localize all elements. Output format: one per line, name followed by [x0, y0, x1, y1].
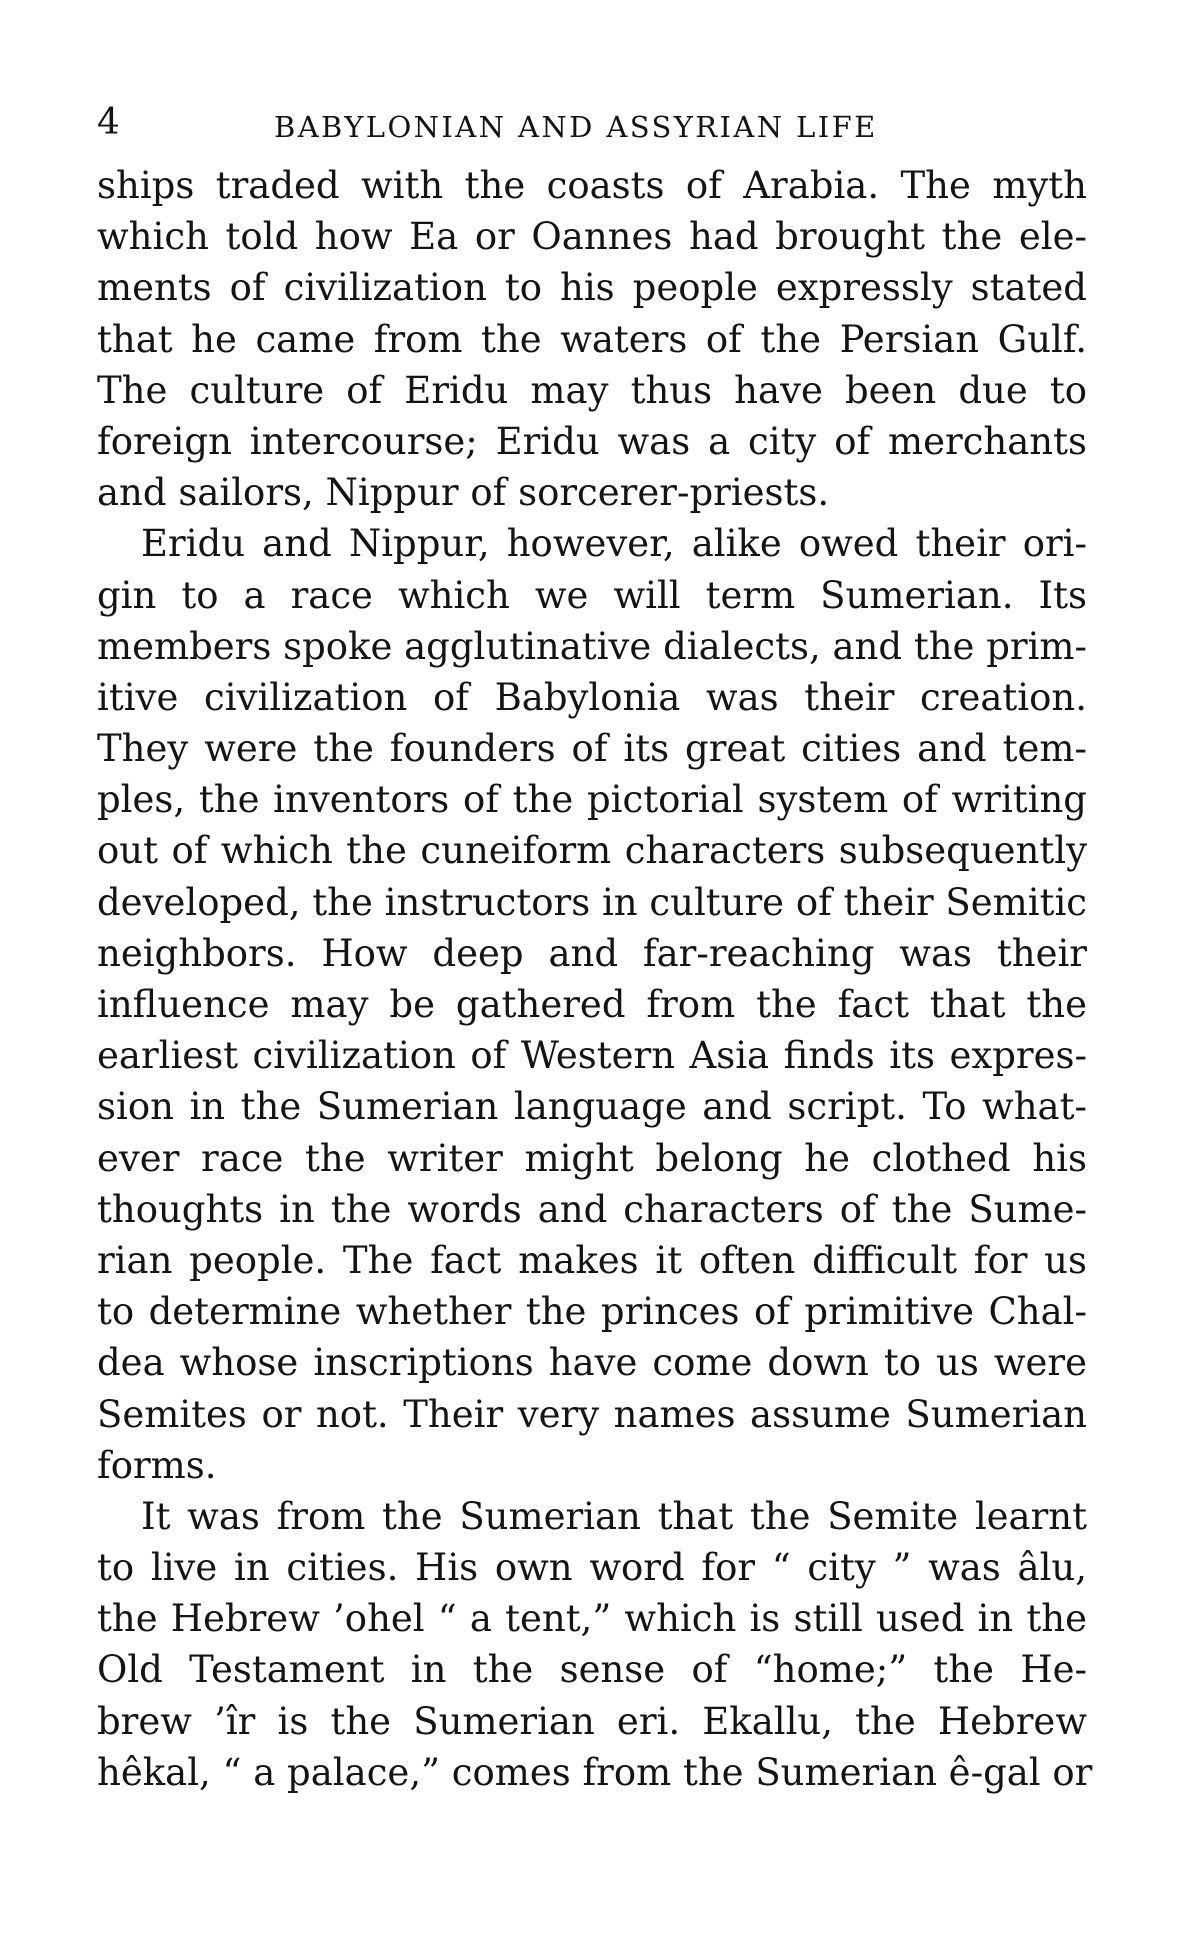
text-line: to determine whether the princes of primitive Chal-	[97, 1290, 1087, 1334]
text-line: influence may be gathered from the fact that the	[97, 983, 1087, 1026]
paragraph-3	[97, 1491, 1093, 1798]
text-line: brew ’îr is the Sumerian eri. Ekallu, the Hebrew	[97, 1699, 1087, 1743]
text-line: members spoke agglutinative dialects, and the prim-	[97, 624, 1087, 668]
paragraph-1	[97, 160, 1087, 518]
running-title: BABYLONIAN AND ASSYRIAN LIFE	[274, 110, 878, 144]
text-line: to live in cities. His own word for “ city ” was âlu,	[97, 1546, 1087, 1590]
text-line: ships traded with the coasts of Arabia. The myth	[97, 164, 1087, 207]
text-line: developed, the instructors in culture of their Semitic	[97, 880, 1088, 924]
text-line: sion in the Sumerian language and script. To what-	[97, 1085, 1087, 1129]
text-line: hêkal, “ a palace,” comes from the Sumerian ê-gal or	[97, 1750, 1093, 1794]
text-line: The culture of Eridu may thus have been due to	[97, 368, 1087, 412]
text-line: Old Testament in the sense of “home;” the He-	[97, 1648, 1087, 1692]
text-line: gin to a race which we will term Sumerian. Its	[97, 573, 1087, 617]
text-line: ples, the inventors of the pictorial system of writing	[97, 778, 1087, 822]
running-head	[97, 100, 1087, 160]
text-line: ever race the writer might belong he clothed his	[97, 1136, 1087, 1180]
text-line: Eridu and Nippur, however, alike owed their ori-	[141, 522, 1087, 566]
text-line: neighbors. How deep and far-reaching was their	[97, 931, 1087, 975]
text-line: foreign intercourse; Eridu was a city of merchants	[97, 419, 1087, 463]
text-line: dea whose inscriptions have come down to us were	[97, 1341, 1087, 1385]
text-line: that he came from the waters of the Persian Gulf.	[97, 317, 1087, 361]
body-text	[97, 160, 1093, 1798]
text-line: the Hebrew ’ohel “ a tent,” which is still used in the	[97, 1597, 1087, 1641]
text-line: forms.	[97, 1443, 217, 1487]
paragraph-2	[97, 518, 1087, 1491]
text-line: which told how Ea or Oannes had brought the ele-	[97, 215, 1087, 259]
book-page	[97, 100, 1093, 1798]
text-line: earliest civilization of Western Asia finds its expres-	[97, 1034, 1087, 1078]
page-number: 4	[97, 102, 120, 143]
text-line: thoughts in the words and characters of the Sume-	[97, 1187, 1087, 1231]
text-line: rian people. The fact makes it often difficult for us	[97, 1238, 1087, 1282]
text-line: out of which the cuneiform characters subsequently	[97, 829, 1087, 873]
text-line: itive civilization of Babylonia was their creation.	[97, 675, 1087, 719]
text-line: It was from the Sumerian that the Semite learnt	[141, 1494, 1087, 1538]
text-line: They were the founders of its great cities and tem-	[97, 727, 1087, 771]
text-line: Semites or not. Their very names assume Sumerian	[97, 1392, 1087, 1436]
text-line: and sailors, Nippur of sorcerer-priests.	[97, 471, 830, 515]
text-line: ments of civilization to his people expressly stated	[97, 266, 1087, 310]
